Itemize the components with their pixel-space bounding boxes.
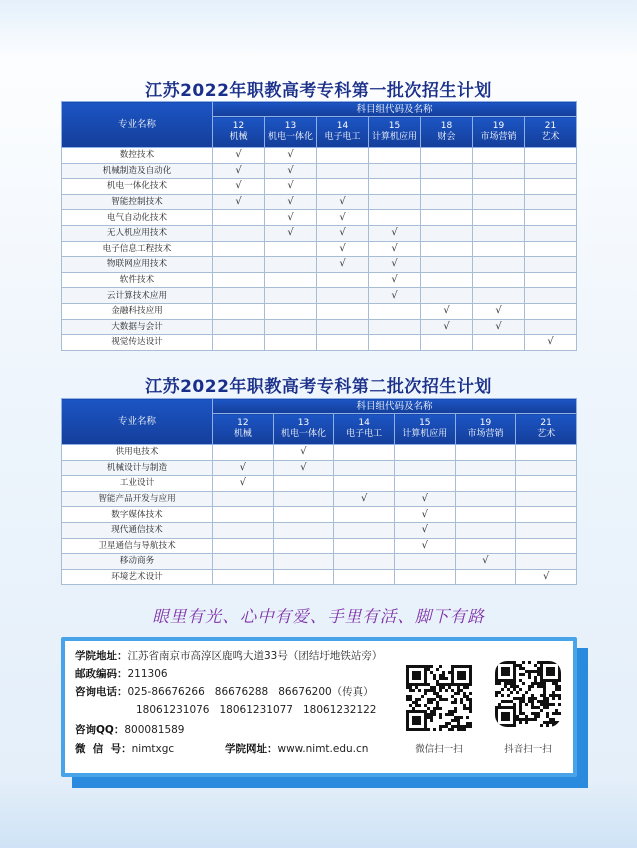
table-row xyxy=(62,476,577,492)
check-mark: √ xyxy=(213,194,265,210)
check-mark: √ xyxy=(317,257,369,273)
website-line xyxy=(225,742,368,757)
check-mark xyxy=(265,319,317,335)
column-name: 计算机应用 xyxy=(402,429,448,439)
column-name: 市场营销 xyxy=(480,132,517,142)
check-mark: √ xyxy=(213,163,265,179)
table-row xyxy=(62,569,577,585)
table-row xyxy=(62,303,577,319)
major-header: 专业名称 xyxy=(62,399,213,445)
check-mark: √ xyxy=(317,225,369,241)
table-row xyxy=(62,445,577,461)
column-header xyxy=(265,117,317,148)
column-header xyxy=(525,117,577,148)
major-name: 软件技术 xyxy=(62,272,213,288)
douyin-code-icon xyxy=(495,661,561,727)
check-mark xyxy=(213,257,265,273)
column-header xyxy=(213,117,265,148)
check-mark xyxy=(213,241,265,257)
column-name: 艺术 xyxy=(541,132,560,142)
check-mark xyxy=(394,569,455,585)
check-mark: √ xyxy=(369,288,421,304)
check-mark xyxy=(525,163,577,179)
check-mark xyxy=(213,288,265,304)
group-header: 科目组代码及名称 xyxy=(213,399,577,414)
major-name: 电子信息工程技术 xyxy=(62,241,213,257)
check-mark xyxy=(516,554,577,570)
phone-line-2 xyxy=(136,703,376,718)
check-mark xyxy=(394,476,455,492)
check-mark xyxy=(421,210,473,226)
address-label: 学院地址： xyxy=(75,650,128,662)
check-mark xyxy=(525,272,577,288)
column-code: 18 xyxy=(440,121,453,131)
check-mark xyxy=(273,476,334,492)
check-mark xyxy=(213,538,274,554)
check-mark xyxy=(317,288,369,304)
check-mark: √ xyxy=(369,225,421,241)
check-mark xyxy=(473,335,525,351)
column-header xyxy=(369,117,421,148)
check-mark xyxy=(421,257,473,273)
table-row xyxy=(62,538,577,554)
check-mark xyxy=(369,163,421,179)
column-header xyxy=(273,414,334,445)
check-mark: √ xyxy=(369,272,421,288)
column-header xyxy=(421,117,473,148)
major-name: 云计算技术应用 xyxy=(62,288,213,304)
check-mark xyxy=(213,491,274,507)
column-header xyxy=(334,414,395,445)
check-mark xyxy=(213,319,265,335)
column-name: 机电一体化 xyxy=(267,132,313,142)
check-mark xyxy=(213,522,274,538)
check-mark xyxy=(473,163,525,179)
table-row xyxy=(62,507,577,523)
check-mark: √ xyxy=(369,241,421,257)
table-row xyxy=(62,225,577,241)
column-name: 机电一体化 xyxy=(280,429,326,439)
check-mark xyxy=(265,241,317,257)
major-name: 数字媒体技术 xyxy=(62,507,213,523)
table-row xyxy=(62,148,577,164)
check-mark: √ xyxy=(213,460,274,476)
wechat-label: 微 信 号： xyxy=(75,743,132,755)
major-name: 工业设计 xyxy=(62,476,213,492)
check-mark: √ xyxy=(265,210,317,226)
check-mark xyxy=(317,179,369,195)
check-mark xyxy=(334,445,395,461)
check-mark xyxy=(213,569,274,585)
major-name: 供用电技术 xyxy=(62,445,213,461)
column-code: 13 xyxy=(284,121,297,131)
major-name: 现代通信技术 xyxy=(62,522,213,538)
douyin-qr-caption: 抖音扫一扫 xyxy=(504,744,552,755)
check-mark: √ xyxy=(317,241,369,257)
table-row xyxy=(62,335,577,351)
check-mark xyxy=(525,257,577,273)
check-mark xyxy=(473,288,525,304)
check-mark: √ xyxy=(394,538,455,554)
column-code: 14 xyxy=(336,121,349,131)
table-row xyxy=(62,272,577,288)
major-name: 视觉传达设计 xyxy=(62,335,213,351)
contact-card xyxy=(61,637,577,777)
check-mark xyxy=(317,163,369,179)
check-mark: √ xyxy=(394,522,455,538)
check-mark: √ xyxy=(265,179,317,195)
wechat-qr-caption: 微信扫一扫 xyxy=(415,744,463,755)
wechat-value: nimtxgc xyxy=(131,743,175,755)
douyin-qr-code[interactable] xyxy=(495,661,561,727)
check-mark xyxy=(334,507,395,523)
check-mark xyxy=(369,319,421,335)
plan1-title: 江苏2022年职教高考专科第一批次招生计划 xyxy=(145,81,492,101)
check-mark xyxy=(317,335,369,351)
postcode-line xyxy=(75,667,168,682)
check-mark xyxy=(473,210,525,226)
column-code: 19 xyxy=(492,121,505,131)
check-mark xyxy=(516,476,577,492)
major-name: 环境艺术设计 xyxy=(62,569,213,585)
major-name: 物联网应用技术 xyxy=(62,257,213,273)
check-mark xyxy=(455,445,516,461)
check-mark xyxy=(516,522,577,538)
check-mark xyxy=(421,272,473,288)
phone-value-2: 18061231076 18061231077 18061232122 xyxy=(136,704,377,716)
check-mark: √ xyxy=(525,335,577,351)
check-mark xyxy=(525,194,577,210)
check-mark xyxy=(473,272,525,288)
check-mark xyxy=(265,272,317,288)
qr-code-icon xyxy=(406,665,472,731)
check-mark xyxy=(421,148,473,164)
postcode-label: 邮政编码： xyxy=(75,668,128,680)
wechat-qr-code[interactable] xyxy=(406,665,472,731)
column-code: 14 xyxy=(358,418,370,428)
check-mark xyxy=(265,257,317,273)
check-mark xyxy=(421,288,473,304)
check-mark xyxy=(394,554,455,570)
check-mark: √ xyxy=(317,210,369,226)
major-name: 电气自动化技术 xyxy=(62,210,213,226)
check-mark xyxy=(473,241,525,257)
check-mark xyxy=(525,303,577,319)
check-mark xyxy=(473,194,525,210)
check-mark: √ xyxy=(334,491,395,507)
check-mark: √ xyxy=(455,554,516,570)
column-name: 财会 xyxy=(437,132,456,142)
qq-label: 咨询QQ： xyxy=(75,724,125,736)
column-code: 21 xyxy=(544,121,557,131)
check-mark xyxy=(317,148,369,164)
table-row xyxy=(62,319,577,335)
table-row xyxy=(62,241,577,257)
check-mark xyxy=(334,569,395,585)
check-mark xyxy=(516,491,577,507)
check-mark xyxy=(273,507,334,523)
address-value: 江苏省南京市高淳区鹿鸣大道33号（团结圩地铁站旁） xyxy=(127,650,383,662)
plan1-table xyxy=(61,101,577,351)
check-mark xyxy=(525,288,577,304)
column-header xyxy=(516,414,577,445)
check-mark xyxy=(455,507,516,523)
check-mark xyxy=(455,569,516,585)
check-mark xyxy=(516,507,577,523)
check-mark xyxy=(213,507,274,523)
major-name: 数控技术 xyxy=(62,148,213,164)
check-mark xyxy=(421,225,473,241)
check-mark xyxy=(334,460,395,476)
column-code: 12 xyxy=(237,418,249,428)
check-mark: √ xyxy=(394,507,455,523)
wechat-line xyxy=(75,742,174,757)
check-mark: √ xyxy=(273,460,334,476)
check-mark xyxy=(421,335,473,351)
check-mark xyxy=(273,538,334,554)
table-row xyxy=(62,210,577,226)
major-name: 移动商务 xyxy=(62,554,213,570)
check-mark xyxy=(394,460,455,476)
check-mark: √ xyxy=(213,179,265,195)
check-mark xyxy=(455,491,516,507)
check-mark: √ xyxy=(265,163,317,179)
check-mark xyxy=(473,257,525,273)
check-mark xyxy=(213,554,274,570)
column-code: 12 xyxy=(232,121,245,131)
column-header xyxy=(394,414,455,445)
column-name: 电子电工 xyxy=(324,132,361,142)
check-mark xyxy=(369,335,421,351)
check-mark: √ xyxy=(265,225,317,241)
check-mark: √ xyxy=(473,319,525,335)
check-mark xyxy=(265,288,317,304)
column-header xyxy=(317,117,369,148)
column-code: 15 xyxy=(419,418,431,428)
check-mark xyxy=(369,148,421,164)
check-mark xyxy=(525,225,577,241)
plan2-table xyxy=(61,398,577,585)
check-mark xyxy=(421,163,473,179)
check-mark xyxy=(317,319,369,335)
table-row xyxy=(62,491,577,507)
check-mark xyxy=(317,303,369,319)
table-row xyxy=(62,194,577,210)
qq-value: 800081589 xyxy=(124,724,185,736)
check-mark xyxy=(273,491,334,507)
major-name: 卫星通信与导航技术 xyxy=(62,538,213,554)
phone-line xyxy=(75,685,374,700)
table-row xyxy=(62,288,577,304)
column-name: 机械 xyxy=(233,429,252,439)
check-mark: √ xyxy=(265,148,317,164)
check-mark xyxy=(421,241,473,257)
column-code: 19 xyxy=(479,418,492,428)
slogan: 眼里有光、心中有爱、手里有活、脚下有路 xyxy=(152,607,485,626)
qq-line xyxy=(75,723,184,738)
check-mark: √ xyxy=(369,257,421,273)
check-mark xyxy=(525,148,577,164)
major-name: 机械设计与制造 xyxy=(62,460,213,476)
column-header xyxy=(455,414,516,445)
check-mark xyxy=(273,554,334,570)
table-row xyxy=(62,554,577,570)
check-mark xyxy=(273,569,334,585)
check-mark: √ xyxy=(473,303,525,319)
check-mark xyxy=(525,210,577,226)
check-mark: √ xyxy=(265,194,317,210)
check-mark: √ xyxy=(394,491,455,507)
check-mark xyxy=(394,445,455,461)
column-code: 15 xyxy=(388,121,401,131)
check-mark xyxy=(455,522,516,538)
column-name: 电子电工 xyxy=(346,429,383,439)
table-row xyxy=(62,163,577,179)
major-name: 无人机应用技术 xyxy=(62,225,213,241)
column-header xyxy=(473,117,525,148)
check-mark xyxy=(317,272,369,288)
check-mark xyxy=(455,476,516,492)
check-mark xyxy=(265,335,317,351)
check-mark xyxy=(265,303,317,319)
website-value: www.nimt.edu.cn xyxy=(277,743,369,755)
check-mark xyxy=(334,554,395,570)
check-mark xyxy=(334,538,395,554)
check-mark xyxy=(213,303,265,319)
check-mark: √ xyxy=(421,303,473,319)
check-mark xyxy=(473,179,525,195)
check-mark: √ xyxy=(213,476,274,492)
check-mark xyxy=(369,194,421,210)
column-name: 计算机应用 xyxy=(371,132,417,142)
check-mark xyxy=(213,210,265,226)
check-mark xyxy=(421,194,473,210)
check-mark xyxy=(334,476,395,492)
major-name: 金融科技应用 xyxy=(62,303,213,319)
check-mark xyxy=(334,522,395,538)
postcode-value: 211306 xyxy=(127,668,168,680)
check-mark: √ xyxy=(516,569,577,585)
check-mark xyxy=(516,445,577,461)
major-name: 智能控制技术 xyxy=(62,194,213,210)
check-mark: √ xyxy=(317,194,369,210)
check-mark: √ xyxy=(273,445,334,461)
major-name: 智能产品开发与应用 xyxy=(62,491,213,507)
column-header xyxy=(213,414,274,445)
group-header: 科目组代码及名称 xyxy=(213,102,577,117)
check-mark: √ xyxy=(213,148,265,164)
top-decoration xyxy=(0,0,637,60)
check-mark xyxy=(455,460,516,476)
check-mark xyxy=(525,179,577,195)
website-label: 学院网址： xyxy=(225,743,278,755)
table-row xyxy=(62,257,577,273)
address-line xyxy=(75,649,382,664)
check-mark xyxy=(369,210,421,226)
major-header: 专业名称 xyxy=(62,102,213,148)
check-mark xyxy=(273,522,334,538)
column-name: 市场营销 xyxy=(467,429,504,439)
check-mark xyxy=(369,179,421,195)
table-row xyxy=(62,460,577,476)
table-row xyxy=(62,179,577,195)
column-name: 机械 xyxy=(229,132,248,142)
check-mark xyxy=(213,225,265,241)
check-mark xyxy=(369,303,421,319)
check-mark xyxy=(473,148,525,164)
major-name: 大数据与会计 xyxy=(62,319,213,335)
column-code: 13 xyxy=(297,418,310,428)
column-code: 21 xyxy=(540,418,552,428)
phone-label: 咨询电话： xyxy=(75,686,128,698)
major-name: 机电一体化技术 xyxy=(62,179,213,195)
check-mark xyxy=(421,179,473,195)
check-mark xyxy=(455,538,516,554)
plan2-title: 江苏2022年职教高考专科第二批次招生计划 xyxy=(145,377,492,397)
check-mark xyxy=(213,445,274,461)
major-name: 机械制造及自动化 xyxy=(62,163,213,179)
table-row xyxy=(62,522,577,538)
bottom-decoration xyxy=(0,778,637,848)
phone-value-1: 025-86676266 86676288 86676200（传真） xyxy=(127,686,374,698)
check-mark xyxy=(213,335,265,351)
check-mark xyxy=(213,272,265,288)
check-mark xyxy=(525,241,577,257)
column-name: 艺术 xyxy=(537,429,556,439)
check-mark xyxy=(473,225,525,241)
check-mark xyxy=(525,319,577,335)
check-mark xyxy=(516,460,577,476)
check-mark: √ xyxy=(421,319,473,335)
check-mark xyxy=(516,538,577,554)
